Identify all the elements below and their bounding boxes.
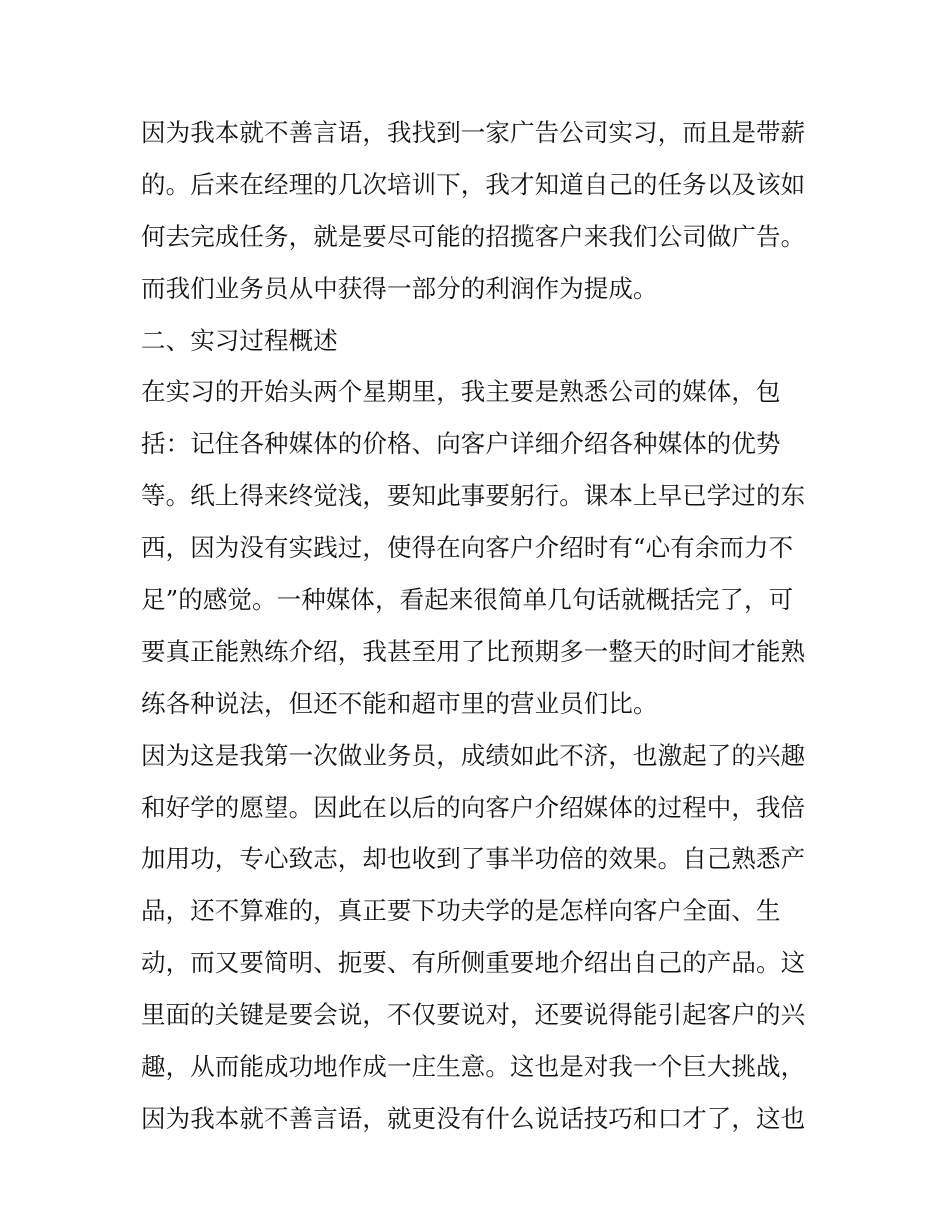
text-line: 在实习的开始头两个星期里，我主要是熟悉公司的媒体，包 [141,377,781,407]
text-line: 动，而又要简明、扼要、有所侧重要地介绍出自己的产品。这 [141,948,806,978]
text-line: 何去完成任务，就是要尽可能的招揽客户来我们公司做广告。 [141,221,806,251]
text-line: 里面的关键是要会说，不仅要说对，还要说得能引起客户的兴 [141,1000,806,1030]
text-line: 因为我本就不善言语，就更没有什么说话技巧和口才了，这也 [141,1103,806,1133]
text-line: 的。后来在经理的几次培训下，我才知道自己的任务以及该如 [141,169,806,199]
text-line: 因为这是我第一次做业务员，成绩如此不济，也激起了的兴趣 [141,740,806,770]
text-line: 要真正能熟练介绍，我甚至用了比预期多一整天的时间才能熟 [141,636,806,666]
text-line: 品，还不算难的，真正要下功夫学的是怎样向客户全面、生 [141,896,781,926]
section-heading: 二、实习过程概述 [141,325,338,355]
text-line: 加用功，专心致志，却也收到了事半功倍的效果。自己熟悉产 [141,844,806,874]
text-line: 足”的感觉。一种媒体，看起来很简单几句话就概括完了，可 [141,585,794,615]
text-line: 而我们业务员从中获得一部分的利润作为提成。 [141,273,658,303]
text-line: 和好学的愿望。因此在以后的向客户介绍媒体的过程中，我倍 [141,792,806,822]
text-line: 西，因为没有实践过，使得在向客户介绍时有“心有余而力不 [141,533,794,563]
text-line: 练各种说法，但还不能和超市里的营业员们比。 [141,688,658,718]
text-line: 括：记住各种媒体的价格、向客户详细介绍各种媒体的优势 [141,429,781,459]
text-line: 等。纸上得来终觉浅，要知此事要躬行。课本上早已学过的东 [141,481,806,511]
text-line: 因为我本就不善言语，我找到一家广告公司实习，而且是带薪 [141,118,806,147]
text-line: 趣，从而能成功地作成一庄生意。这也是对我一个巨大挑战， [141,1052,806,1082]
body-text [141,107,821,1145]
